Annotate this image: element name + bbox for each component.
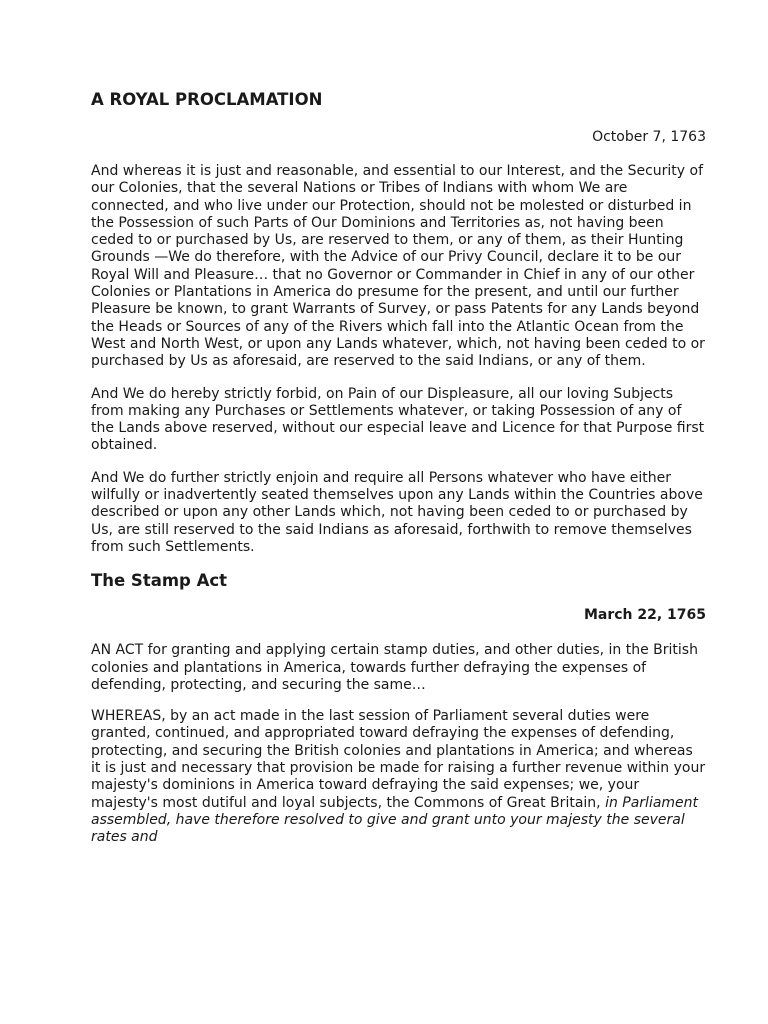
proclamation-paragraph: And whereas it is just and reasonable, and essential to our Interest, and the Security of our Colonies, that the several Nations or Tribes of Indians with whom We are connected, and who live under our Protection, should not be molested or disturbed in the Possession of such Parts of Our Dominions and Territories as, not having been ceded to or purchased by Us, are reserved to them, or any of them, as their Hunting Grounds —We do therefore, with the Advice of our Privy Council, declare it to be our Royal Will and Pleasure… that no Governor or Commander in Chief in any of our other Colonies or Plantations in America do presume for the present, and until our further Pleasure be known, to grant Warrants of Survey, or pass Patents for any Lands beyond the Heads or Sources of any of the Rivers which fall into the Atlantic Ocean from the West and North West, or upon any Lands whatever, which, not having been ceded to or purchased by Us as aforesaid, are reserved to the said Indians, or any of them. [91, 163, 705, 370]
stamp-act-title: The Stamp Act [91, 571, 228, 591]
proclamation-paragraph: And We do further strictly enjoin and require all Persons whatever who have either wilfully or inadvertently seated themselves upon any Lands within the Countries above described or upon any other Lands which, not having been ceded to or purchased by Us, are still reserved to the said Indians as aforesaid, forthwith to remove themselves from such Settlements. [91, 469, 703, 555]
stamp-act-paragraph: AN ACT for granting and applying certain stamp duties, and other duties, in the British colonies and plantations in America, towards further defraying the expenses of defending, protecting, and securing the same… [91, 642, 698, 693]
stamp-act-date: March 22, 1765 [583, 607, 706, 624]
proclamation-paragraph: And We do hereby strictly forbid, on Pain of our Displeasure, all our loving Subjects from making any Purchases or Settlements whatever, or taking Possession of any of the Lands above reserved, without our especial leave and Licence for that Purpose first obtained. [91, 385, 705, 454]
stamp-act-paragraph-text: WHEREAS, by an act made in the last session of Parliament several duties were granted, continued, and appropriated toward defraying the expenses of defending, protecting, and securing the British colonies and plantations in America; and whereas it is just and necessary that provision be made for raising a further revenue within your majesty's dominions in America toward defraying the said expenses; we, your majesty's most dutiful and loyal subjects, the Commons of Great Britain, [91, 708, 706, 811]
stamp-act-paragraph-italic-text: in Parliament assembled, have therefore resolved to give and grant unto your majesty the several rates and [91, 794, 699, 846]
stamp-act-paragraph [91, 708, 706, 846]
proclamation-date: October 7, 1763 [592, 129, 706, 145]
proclamation-title: A ROYAL PROCLAMATION [91, 90, 323, 109]
